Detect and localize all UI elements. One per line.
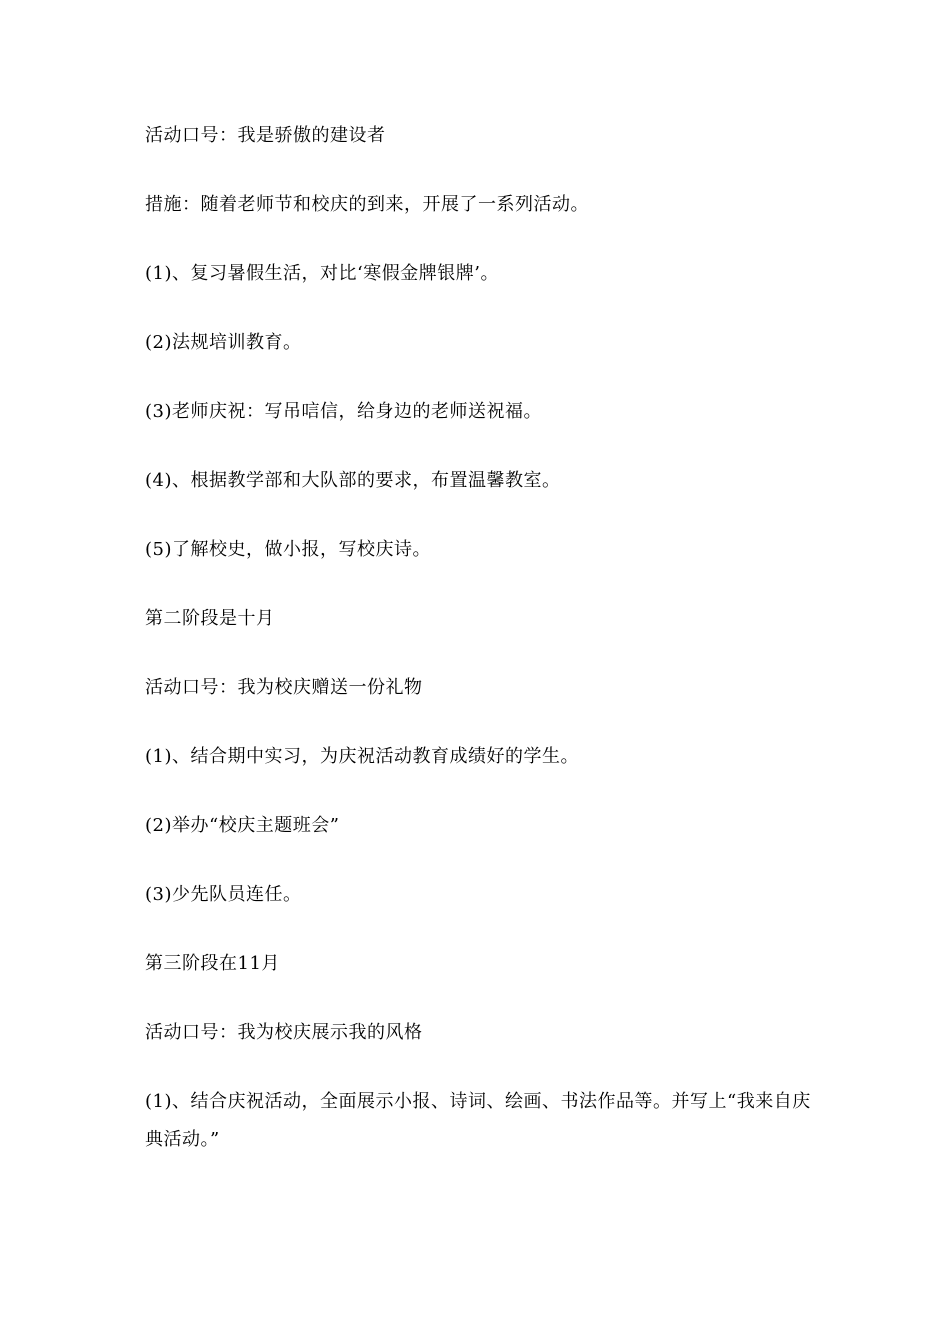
list-item-1: (1)、复习暑假生活，对比‘寒假金牌银牌’。 <box>145 263 499 284</box>
list-item-5: (5)了解校史，做小报，写校庆诗。 <box>145 539 431 560</box>
slogan-line-3: 活动口号：我为校庆展示我的风格 <box>145 1022 423 1043</box>
stage-two-item-1: (1)、结合期中实习，为庆祝活动教育成绩好的学生。 <box>145 746 579 767</box>
list-item-3: (3)老师庆祝：写吊唁信，给身边的老师送祝福。 <box>145 401 542 422</box>
stage-two-item-2: (2)举办“校庆主题班会” <box>145 815 340 836</box>
measures-line: 措施：随着老师节和校庆的到来，开展了一系列活动。 <box>145 194 589 215</box>
list-item-4: (4)、根据教学部和大队部的要求，布置温馨教室。 <box>145 470 561 491</box>
stage-three-heading: 第三阶段在11月 <box>145 953 280 974</box>
stage-two-heading: 第二阶段是十月 <box>145 608 275 629</box>
stage-two-item-3: (3)少先队员连任。 <box>145 884 302 905</box>
slogan-line-2: 活动口号：我为校庆赠送一份礼物 <box>145 677 423 698</box>
list-item-2: (2)法规培训教育。 <box>145 332 302 353</box>
document-body <box>145 121 815 1198</box>
stage-three-item-1: (1)、结合庆祝活动，全面展示小报、诗词、绘画、书法作品等。并写上“我来自庆典活动。” <box>145 1091 811 1150</box>
slogan-line-1: 活动口号：我是骄傲的建设者 <box>145 125 386 146</box>
